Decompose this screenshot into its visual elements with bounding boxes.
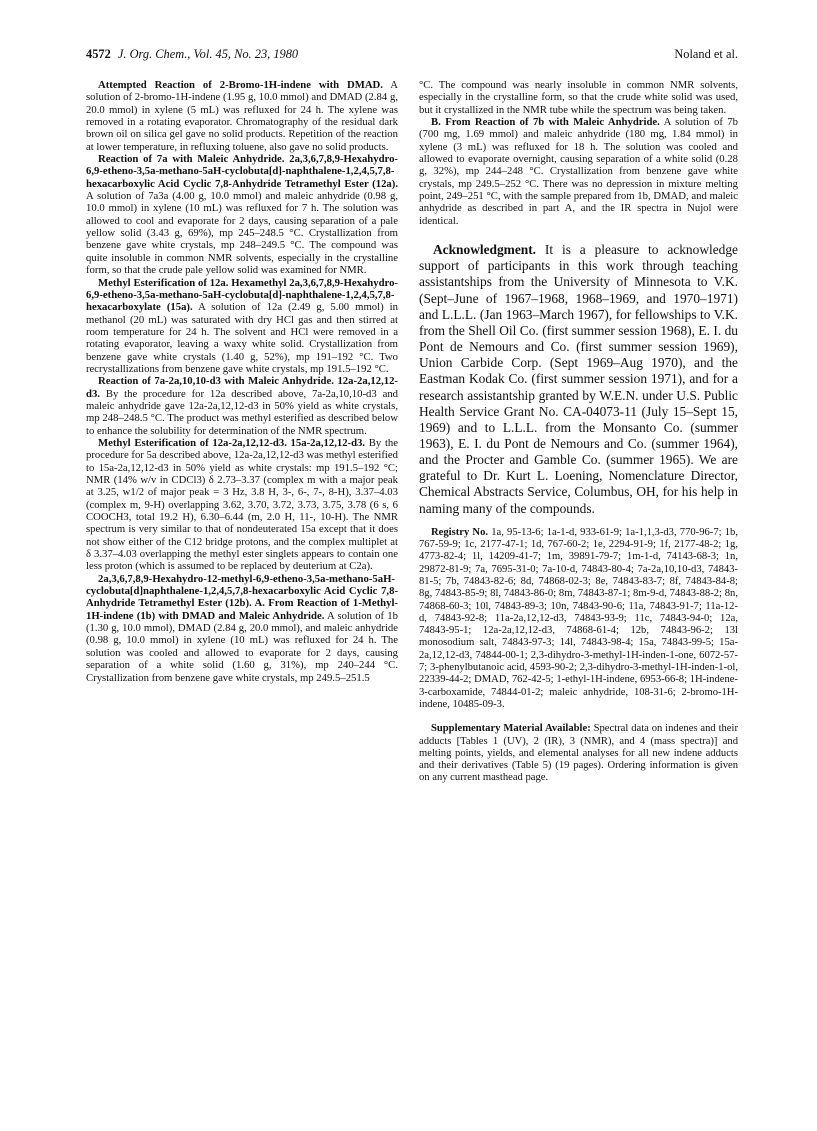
left-column xyxy=(86,79,398,684)
paragraph-heading: B. From Reaction of 7b with Maleic Anhydride. xyxy=(431,116,660,129)
journal-citation: J. Org. Chem., Vol. 45, No. 23, 1980 xyxy=(117,47,299,61)
paragraph-heading: Reaction of 7a-2a,10,10-d3 with Maleic Anhydride. 12a-2a,12,12-d3. xyxy=(86,375,398,400)
paragraph xyxy=(86,277,398,376)
paragraph-text: By the procedure for 12a described above, 7a-2a,10,10-d3 and maleic anhydride gave 12a-2a,12,12-d3 in 50% yield as white crystals, mp 248–248.5 °C. The product was methyl esterified as described below to enhance the solubility for determination of the NMR spectrum. xyxy=(86,387,399,437)
registry-text: 1a, 95-13-6; 1a-1-d, 933-61-9; 1a-1,1,3-d3, 770-96-7; 1b, 767-59-9; 1c, 2177-47-1; 1d, 767-60-2; 1e, 2294-91-9; 1f, 2177-48-2; 1g, 4773-82-4; 1l, 14209-41-7; 1m, 39891-79-7; 1m-1-d, 74143-68-3; 1n, 29872-81-9; 7a, 7695-31-0; 7a-10-d, 74843-80-4; 7a-2a,10,10-d3, 74843-81-5; 7b, 74843-82-6; 8d, 74868-02-3; 8e, 74843-83-7; 8f, 74843-84-8; 8g, 74843-85-9; 8l, 74843-86-0; 8m, 74843-87-1; 8m-9-d, 74843-88-2; 8n, 74868-60-3; 10l, 74843-89-3; 10n, 74843-90-6; 11a, 74843-91-7; 11a-12-d, 74843-92-8; 11a-2a,12,12-d3, 74843-93-9; 11c, 74843-94-0; 12a, 74843-95-1; 12a-2a,12,12-d3, 74868-61-4; 12b, 74843-96-2; 13l monosodium salt, 74843-97-3; 14l, 74843-98-4; 15a, 74843-99-5; 15a-2a,12,12-d3, 74844-00-1; 2,3-dihydro-3-methyl-1H-inden-1-one, 6072-57-7; 3-phenylbutanoic acid, 4593-90-2; 2,3-dihydro-3-methyl-1H-inden-1-ol, 22339-44-2; DMAD, 762-42-5; 1-ethyl-1H-indene, 6953-66-8; 1H-indene-3-carboxamide, 74844-01-2; maleic anhydride, 108-31-6; 2-bromo-1H-indene, 10485-09-3. xyxy=(419,526,738,710)
paragraph xyxy=(419,116,738,227)
paragraph-text: A solution of 12a (2.49 g, 5.00 mmol) in methanol (20 mL) was saturated with dry HCl gas and then stirred at room temperature for 24 h. The solvent and HCl were removed in a rotating evaporator, leaving a waxy white solid. Crystallization from benzene gave white crystals (1.40 g, 52%), mp 191–192 °C. Two recrystallizations from benzene gave white crystals, mp 191.5–192 °C. xyxy=(86,301,398,375)
paragraph xyxy=(86,79,398,153)
paragraph-text: A solution of 7b (700 mg, 1.69 mmol) and maleic anhydride (180 mg, 1.84 mmol) in xylene (3 mL) was refluxed for 18 h. The solution was cooled and allowed to evaporate overnight, causing separation of a white solid (0.28 g, 32%), mp 244–248 °C. Crystallization from benzene gave white crystals, mp 249.5–252 °C. There was no depression in mixture melting point, 249–251 °C, with the sample prepared from 1b, DMAD, and maleic anhydride as described in part A, and the IR spectra in Nujol were identical. xyxy=(419,116,738,227)
paragraph-text: A solution of 2-bromo-1H-indene (1.95 g, 10.0 mmol) and DMAD (2.84 g, 20.0 mmol) in xylene (5 mL) was refluxed for 24 h. The xylene was removed in a rotating evaporator. Chromatography of the residual dark brown oil on silica gel gave no solid products. Repetition of the reaction at lower temperature, in refluxing toluene, also gave no solid products. xyxy=(86,79,398,153)
paragraph-heading: Reaction of 7a with Maleic Anhydride. 2a,3,6,7,8,9-Hexahydro-6,9-etheno-3,5a-methano-5aH-cyclobuta[d]-naphthalene-1,2,4,5,7,8-hexacarboxylic Acid Cyclic 7,8-Anhydride Tetramethyl Ester (12a). xyxy=(86,153,398,190)
paragraph xyxy=(86,375,398,437)
running-header xyxy=(86,47,738,63)
registry-heading: Registry No. xyxy=(431,526,489,538)
supplementary-heading: Supplementary Material Available: xyxy=(431,723,591,735)
paragraph-text: A solution of 1b (1.30 g, 10.0 mmol), DMAD (2.84 g, 20.0 mmol), and maleic anhydride (0.98 g, 10.0 mmol) in xylene (10 mL) was refluxed for 24 h. The solution was cooled and allowed to evaporate for 2 days, causing separation of a white solid (1.60 g, 31%), mp 240–244 °C. Crystallization from benzene gave white crystals, mp 249.5–251.5 xyxy=(86,609,398,684)
registry-numbers xyxy=(419,527,738,711)
supplementary-material xyxy=(419,723,738,784)
paragraph-text: By the procedure for 5a described above, 12a-2a,12,12-d3 was methyl esterified to 15a-2a,12,12-d3 in 50% yield as white crystals: mp 191.5–192 °C; NMR (14% w/v in CDCl3) δ 2.73–3.37 (complex m with a major peak at 3.25, w1/2 of major peak = 3 Hz, 3.8 H, 3-, 6-, 7-, 8-H), 3.37–4.03 (complex m, 9-H) overlapping 3.62, 3.70, 3.72, 3.73, 3.75, 3.78 (6 s, 6 COOCH3, total 19.2 H), 6.30–6.44 (m, 2.0 H, 11-, 10-H). The NMR spectrum is very similar to that of nondeuterated 15a except that it does not show either of the C12 bridge protons, and the complex multiplet at δ 3.37–4.03 overlapping the methyl ester singlets appears to contain one less proton (which is assumed to be replaced by deuterium at C2a). xyxy=(86,436,399,573)
acknowledgment-text: It is a pleasure to acknowledge support of participants in this work through teaching assistantships from the University of Minnesota to V.K. (Sept–June of 1967–1968, 1968–1969, and 1970–1971) and L.L.L. (Jan 1963–March 1967), for fellowships to V.K. from the Shell Oil Co. (first summer session 1968), E. I. du Pont de Nemours and Co. (first summer session 1969), Union Carbide Corp. (Sept 1969–Aug 1970), and the Eastman Kodak Co. (first summer session 1971), and for a research assistantship granted by W.E.N. under U.S. Public Health Service Grant No. CA-04073-11 (July 15–Sept 15, 1969) and to L.L.L. from the Monsanto Co. (summer 1963), E. I. du Pont de Nemours and Co. (summer 1964), and the Procter and Gamble Co. (summer 1965). We are grateful to Dr. Kurt L. Loening, Nomenclature Director, Chemical Abstracts Service, Columbus, OH, for his help in naming many of the compounds. xyxy=(419,242,738,516)
paragraph-continuation: °C. The compound was nearly insoluble in common NMR solvents, especially in the crystalline form, so that the crude white solid was used, but it crystallized in the NMR tube while the spectrum was being taken. xyxy=(419,79,738,116)
header-left xyxy=(86,47,298,62)
header-authors: Noland et al. xyxy=(674,47,738,61)
paragraph-heading: Methyl Esterification of 12a-2a,12,12-d3. 15a-2a,12,12-d3. xyxy=(98,436,366,449)
paragraph xyxy=(86,437,398,573)
acknowledgment xyxy=(419,242,738,517)
paragraph xyxy=(86,573,398,684)
paragraph-heading: Methyl Esterification of 12a. Hexamethyl 2a,3,6,7,8,9-Hexahydro-6,9-etheno-3,5a-methano-5aH-cyclobuta[d]-naphthalene-1,2,4,5,7,8-hexacarboxylate (15a). xyxy=(86,276,398,314)
paragraph xyxy=(86,153,398,276)
supplementary-text: Spectral data on indenes and their adducts [Tables 1 (UV), 2 (IR), 3 (NMR), and 4 (mass spectra)] and melting points, yields, and elemental analyses for all new indene adducts and their derivatives (Table 5) (19 pages). Ordering information is given on any current masthead page. xyxy=(419,723,738,784)
paragraph-text: A solution of 7a3a (4.00 g, 10.0 mmol) and maleic anhydride (0.98 g, 10.0 mmol) in xylene (10 mL) was refluxed for 7 h. The solution was allowed to cool and evaporate for 2 days, causing separation of a pale yellow solid (3.43 g, 69%), mp 245–248.5 °C. Crystallization from benzene gave white crystals, mp 248–249.5 °C. The compound was quite insoluble in common NMR solvents, especially in the crystalline form, so that the crude pale yellow solid was examined for NMR. xyxy=(86,190,398,277)
paragraph-heading: Attempted Reaction of 2-Bromo-1H-indene with DMAD. xyxy=(98,79,383,91)
paragraph-heading: 2a,3,6,7,8,9-Hexahydro-12-methyl-6,9-etheno-3,5a-methano-5aH-cyclobuta[d]naphthalene-1,2,4,5,7,8-hexacarboxylic Acid Cyclic 7,8-Anhydride Tetramethyl Ester (12b). A. From Reaction of 1-Methyl-1H-indene (1b) with DMAD and Maleic Anhydride. xyxy=(86,572,398,622)
acknowledgment-heading: Acknowledgment. xyxy=(433,242,537,258)
page-number: 4572 xyxy=(86,47,111,61)
right-column xyxy=(419,79,738,785)
